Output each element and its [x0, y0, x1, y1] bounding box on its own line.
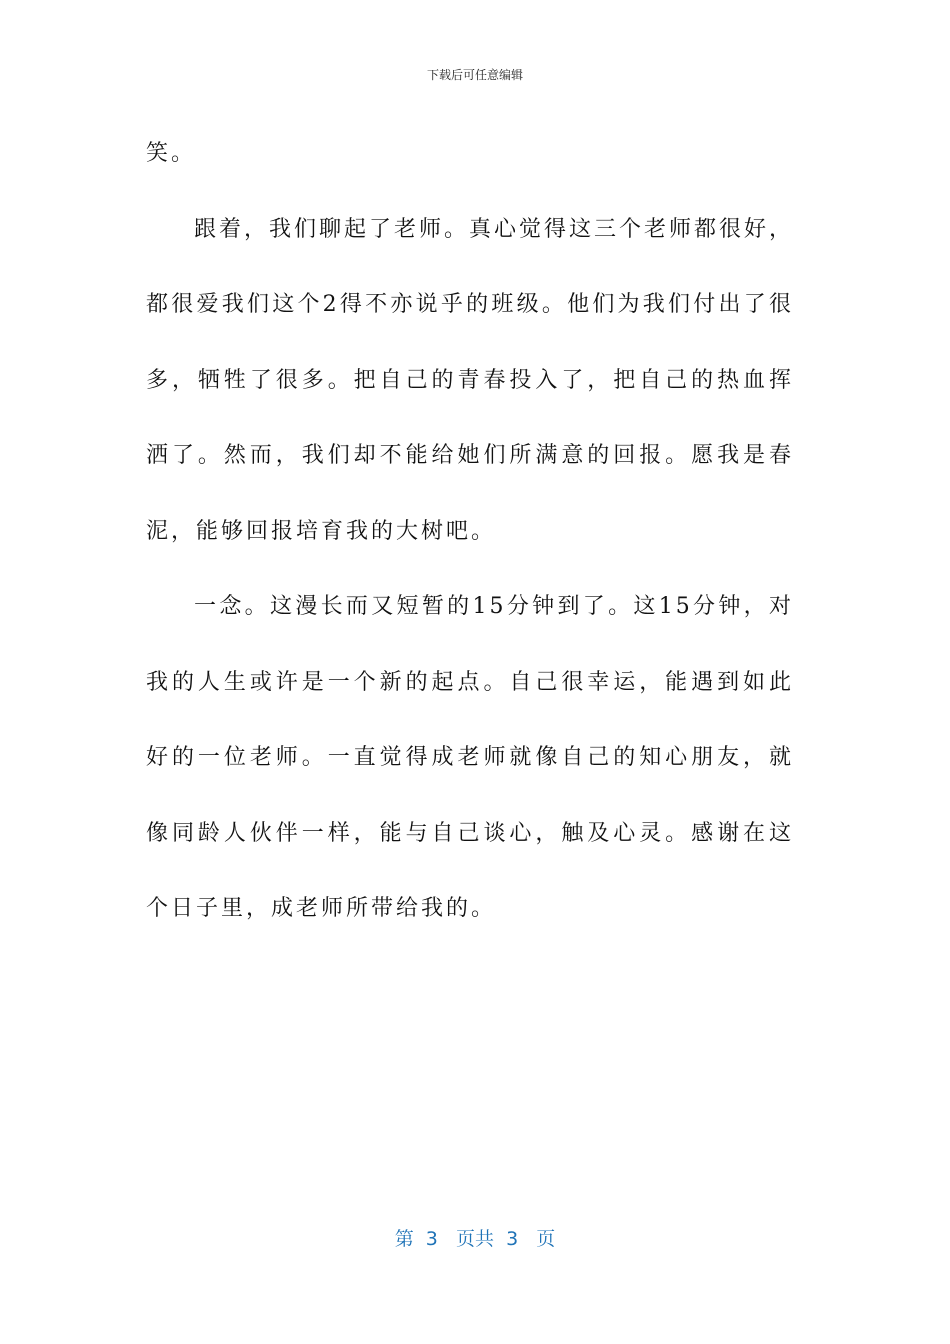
paragraph-1: 笑。 [146, 141, 197, 166]
document-body [146, 116, 794, 947]
page-number-footer: 第 3 页共 3 页 [394, 1228, 556, 1250]
page-header-note: 下载后可任意编辑 [426, 68, 523, 82]
paragraph-2: 跟着，我们聊起了老师。真心觉得这三个老师都很好，都很爱我们这个2得不亦说乎的班级。他们为我们付出了很多，牺牲了很多。把自己的青春投入了，把自己的热血挥洒了。然而，我们却不能给她们所满意的回报。愿我是春泥，能够回报培育我的大树吧。 [146, 216, 795, 544]
paragraph-3: 一念。这漫长而又短暂的15分钟到了。这15分钟，对我的人生或许是一个新的起点。自己很幸运，能遇到如此好的一位老师。一直觉得成老师就像自己的知心朋友，就像同龄人伙伴一样，能与自己谈心，触及心灵。感谢在这个日子里，成老师所带给我的。 [146, 594, 794, 921]
